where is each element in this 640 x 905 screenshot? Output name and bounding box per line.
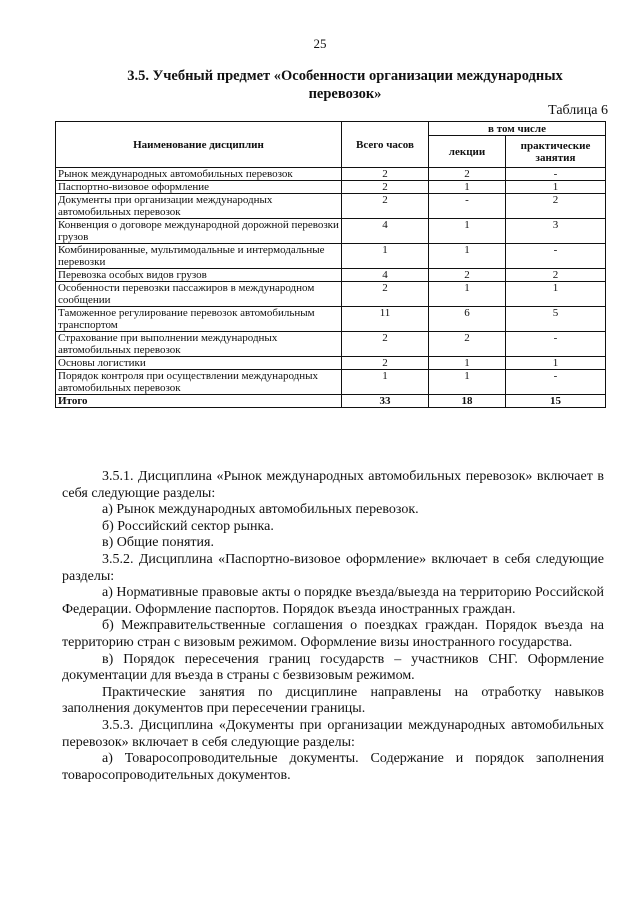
cell-practice: - xyxy=(506,332,606,357)
table-row xyxy=(56,332,606,357)
cell-total: 1 xyxy=(342,370,429,395)
cell-name: Основы логистики xyxy=(56,357,342,370)
cell-lectures: 1 xyxy=(429,357,506,370)
cell-practice: 5 xyxy=(506,307,606,332)
cell-lectures: 2 xyxy=(429,269,506,282)
cell-lectures: 1 xyxy=(429,370,506,395)
cell-lectures: 6 xyxy=(429,307,506,332)
cell-lectures: 1 xyxy=(429,244,506,269)
table-row xyxy=(56,219,606,244)
cell-practice: 3 xyxy=(506,219,606,244)
cell-lectures: 1 xyxy=(429,181,506,194)
cell-name: Таможенное регулирование перевозок автомобильным транспортом xyxy=(56,307,342,332)
paragraph: б) Российский сектор рынка. xyxy=(102,518,274,534)
table-body xyxy=(56,168,606,408)
cell-total: 2 xyxy=(342,357,429,370)
cell-total: 33 xyxy=(342,395,429,408)
table-row xyxy=(56,168,606,181)
paragraph: в) Порядок пересечения границ государств – участников СНГ. Оформление документации для въезда в страны с безвизовым режимом. xyxy=(62,651,604,684)
table-label: Таблица 6 xyxy=(548,103,608,118)
cell-name: Перевозка особых видов грузов xyxy=(56,269,342,282)
cell-total: 2 xyxy=(342,181,429,194)
cell-name: Страхование при выполнении международных автомобильных перевозок xyxy=(56,332,342,357)
body-text xyxy=(62,469,604,784)
paragraph: б) Межправительственные соглашения о поездках граждан. Порядок въезда на территорию стран с визовым режимом. Оформление визы иностранного государства. xyxy=(62,618,604,650)
table-row xyxy=(56,357,606,370)
cell-practice: 1 xyxy=(506,181,606,194)
table-row xyxy=(56,282,606,307)
paragraph: Практические занятия по дисциплине направлены на отработку навыков заполнения документов при пересечении границы. xyxy=(62,684,604,717)
cell-lectures: 18 xyxy=(429,395,506,408)
table-row xyxy=(56,269,606,282)
cell-name: Комбинированные, мультимодальные и интермодальные перевозки xyxy=(56,244,342,269)
cell-name: Итого xyxy=(56,395,342,408)
cell-lectures: 1 xyxy=(429,219,506,244)
page-number: 25 xyxy=(313,36,327,51)
header-total: Всего часов xyxy=(342,122,429,168)
header-lectures: лекции xyxy=(429,136,506,168)
header-name: Наименование дисциплин xyxy=(56,122,342,168)
cell-practice: 15 xyxy=(506,395,606,408)
cell-total: 2 xyxy=(342,282,429,307)
paragraph: а) Рынок международных автомобильных перевозок. xyxy=(102,502,419,518)
cell-lectures: - xyxy=(429,194,506,219)
cell-practice: 1 xyxy=(506,357,606,370)
paragraph: а) Нормативные правовые акты о порядке въезда/выезда на территорию Российской Федерации. Оформление паспортов. Порядок въезда иностранных граждан. xyxy=(62,585,604,617)
paragraph: в) Общие понятия. xyxy=(102,535,214,551)
table-row xyxy=(56,194,606,219)
paragraph: 3.5.1. Дисциплина «Рынок международных автомобильных перевозок» включает в себя следующие разделы: xyxy=(62,469,604,501)
cell-practice: 2 xyxy=(506,269,606,282)
cell-name: Паспортно-визовое оформление xyxy=(56,181,342,194)
table-total-row xyxy=(56,395,606,408)
header-incl: в том числе xyxy=(429,122,606,136)
cell-total: 2 xyxy=(342,194,429,219)
cell-name: Конвенция о договоре международной дорожной перевозки грузов xyxy=(56,219,342,244)
cell-lectures: 1 xyxy=(429,282,506,307)
cell-practice: - xyxy=(506,168,606,181)
cell-lectures: 2 xyxy=(429,332,506,357)
table-row xyxy=(56,244,606,269)
section-title: 3.5. Учебный предмет «Особенности организации международных перевозок» xyxy=(127,68,563,102)
table-row xyxy=(56,181,606,194)
cell-total: 2 xyxy=(342,332,429,357)
cell-name: Рынок международных автомобильных перевозок xyxy=(56,168,342,181)
paragraph: 3.5.3. Дисциплина «Документы при организации международных автомобильных перевозок» включает в себя следующие разделы: xyxy=(62,717,604,750)
cell-total: 1 xyxy=(342,244,429,269)
paragraph: а) Товаросопроводительные документы. Содержание и порядок заполнения товаросопроводительных документов. xyxy=(62,751,604,783)
header-practice: практические занятия xyxy=(506,136,606,168)
cell-name: Документы при организации международных автомобильных перевозок xyxy=(56,194,342,219)
cell-name: Порядок контроля при осуществлении международных автомобильных перевозок xyxy=(56,370,342,395)
table-row xyxy=(56,370,606,395)
cell-total: 11 xyxy=(342,307,429,332)
cell-practice: - xyxy=(506,244,606,269)
disciplines-table xyxy=(55,121,606,408)
cell-practice: 1 xyxy=(506,282,606,307)
cell-practice: - xyxy=(506,370,606,395)
cell-total: 4 xyxy=(342,219,429,244)
cell-total: 2 xyxy=(342,168,429,181)
paragraph: 3.5.2. Дисциплина «Паспортно-визовое оформление» включает в себя следующие разделы: xyxy=(62,551,604,584)
cell-lectures: 2 xyxy=(429,168,506,181)
cell-name: Особенности перевозки пассажиров в международном сообщении xyxy=(56,282,342,307)
table-row xyxy=(56,307,606,332)
cell-practice: 2 xyxy=(506,194,606,219)
cell-total: 4 xyxy=(342,269,429,282)
